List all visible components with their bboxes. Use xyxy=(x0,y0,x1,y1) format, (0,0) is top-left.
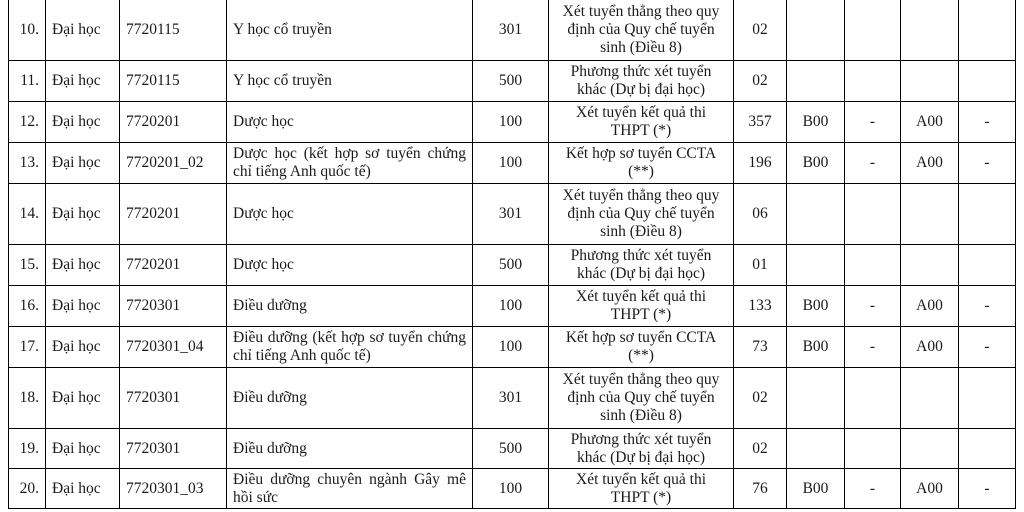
quota: 357 xyxy=(734,102,787,143)
subject-combination-1 xyxy=(787,61,845,102)
table-row xyxy=(9,143,1016,184)
admission-method-code: 301 xyxy=(473,184,549,245)
row-index: 19. xyxy=(9,429,46,469)
subject-combination-2 xyxy=(845,184,901,245)
admission-method-code: 301 xyxy=(473,368,549,429)
row-index: 18. xyxy=(9,368,46,429)
training-level: Đại học xyxy=(46,0,120,61)
admission-method-name: Xét tuyển kết quả thi THPT (*) xyxy=(549,469,734,509)
subject-combination-1: B00 xyxy=(787,143,845,184)
subject-combination-1 xyxy=(787,429,845,469)
subject-combination-1: B00 xyxy=(787,469,845,509)
admission-method-name: Phương thức xét tuyển khác (Dự bị đại học) xyxy=(549,245,734,286)
subject-combination-2: - xyxy=(845,327,901,368)
major-name: Điều dưỡng xyxy=(227,286,473,327)
subject-combination-4: - xyxy=(959,143,1016,184)
training-level: Đại học xyxy=(46,184,120,245)
subject-combination-2 xyxy=(845,429,901,469)
subject-combination-4 xyxy=(959,184,1016,245)
admission-table xyxy=(8,0,1016,509)
training-level: Đại học xyxy=(46,327,120,368)
subject-combination-3: A00 xyxy=(901,469,959,509)
major-name: Điều dưỡng (kết hợp sơ tuyển chứng chỉ tiếng Anh quốc tế) xyxy=(227,327,473,368)
major-name: Điều dưỡng xyxy=(227,429,473,469)
major-code: 7720201 xyxy=(120,245,227,286)
subject-combination-3: A00 xyxy=(901,102,959,143)
admission-method-name: Xét tuyển thẳng theo quy định của Quy chế tuyển sinh (Điều 8) xyxy=(549,0,734,61)
training-level: Đại học xyxy=(46,429,120,469)
major-code: 7720301 xyxy=(120,368,227,429)
table-row xyxy=(9,61,1016,102)
row-index: 10. xyxy=(9,0,46,61)
admission-method-code: 500 xyxy=(473,245,549,286)
major-code: 7720301_03 xyxy=(120,469,227,509)
admission-method-code: 500 xyxy=(473,429,549,469)
quota: 133 xyxy=(734,286,787,327)
subject-combination-4: - xyxy=(959,327,1016,368)
subject-combination-3: A00 xyxy=(901,143,959,184)
table-row xyxy=(9,429,1016,469)
admission-method-name: Xét tuyển kết quả thi THPT (*) xyxy=(549,102,734,143)
admission-method-name: Phương thức xét tuyển khác (Dự bị đại học) xyxy=(549,429,734,469)
row-index: 17. xyxy=(9,327,46,368)
subject-combination-3 xyxy=(901,61,959,102)
subject-combination-4: - xyxy=(959,469,1016,509)
subject-combination-1: B00 xyxy=(787,286,845,327)
table-row xyxy=(9,327,1016,368)
subject-combination-1 xyxy=(787,245,845,286)
training-level: Đại học xyxy=(46,143,120,184)
training-level: Đại học xyxy=(46,368,120,429)
training-level: Đại học xyxy=(46,102,120,143)
quota: 73 xyxy=(734,327,787,368)
subject-combination-1 xyxy=(787,368,845,429)
major-code: 7720201_02 xyxy=(120,143,227,184)
quota: 02 xyxy=(734,0,787,61)
major-code: 7720201 xyxy=(120,102,227,143)
subject-combination-3 xyxy=(901,0,959,61)
training-level: Đại học xyxy=(46,286,120,327)
admission-method-name: Xét tuyển thẳng theo quy định của Quy chế tuyển sinh (Điều 8) xyxy=(549,368,734,429)
table-row xyxy=(9,0,1016,61)
subject-combination-1 xyxy=(787,0,845,61)
major-name: Điều dưỡng xyxy=(227,368,473,429)
training-level: Đại học xyxy=(46,245,120,286)
subject-combination-2: - xyxy=(845,286,901,327)
training-level: Đại học xyxy=(46,61,120,102)
subject-combination-4 xyxy=(959,0,1016,61)
quota: 196 xyxy=(734,143,787,184)
subject-combination-1 xyxy=(787,184,845,245)
admission-method-name: Kết hợp sơ tuyển CCTA (**) xyxy=(549,327,734,368)
quota: 02 xyxy=(734,368,787,429)
quota: 76 xyxy=(734,469,787,509)
table-row xyxy=(9,102,1016,143)
quota: 02 xyxy=(734,61,787,102)
subject-combination-2 xyxy=(845,245,901,286)
table-row xyxy=(9,184,1016,245)
row-index: 14. xyxy=(9,184,46,245)
row-index: 13. xyxy=(9,143,46,184)
subject-combination-3: A00 xyxy=(901,327,959,368)
table-row xyxy=(9,286,1016,327)
major-code: 7720115 xyxy=(120,61,227,102)
row-index: 12. xyxy=(9,102,46,143)
subject-combination-3 xyxy=(901,184,959,245)
table-body xyxy=(9,0,1016,509)
subject-combination-4: - xyxy=(959,102,1016,143)
subject-combination-3 xyxy=(901,245,959,286)
table-row xyxy=(9,368,1016,429)
admission-method-name: Kết hợp sơ tuyển CCTA (**) xyxy=(549,143,734,184)
admission-method-name: Xét tuyển kết quả thi THPT (*) xyxy=(549,286,734,327)
major-name: Y học cổ truyền xyxy=(227,0,473,61)
subject-combination-2 xyxy=(845,0,901,61)
subject-combination-3 xyxy=(901,429,959,469)
major-code: 7720301 xyxy=(120,429,227,469)
admission-method-code: 100 xyxy=(473,327,549,368)
major-name: Dược học xyxy=(227,102,473,143)
subject-combination-3: A00 xyxy=(901,286,959,327)
subject-combination-1: B00 xyxy=(787,102,845,143)
row-index: 20. xyxy=(9,469,46,509)
subject-combination-2: - xyxy=(845,102,901,143)
document-page xyxy=(8,0,1016,509)
major-name: Dược học (kết hợp sơ tuyển chứng chỉ tiếng Anh quốc tế) xyxy=(227,143,473,184)
admission-method-name: Phương thức xét tuyển khác (Dự bị đại học) xyxy=(549,61,734,102)
row-index: 15. xyxy=(9,245,46,286)
row-index: 16. xyxy=(9,286,46,327)
major-name: Dược học xyxy=(227,184,473,245)
subject-combination-3 xyxy=(901,368,959,429)
admission-method-code: 100 xyxy=(473,286,549,327)
major-name: Y học cổ truyền xyxy=(227,61,473,102)
training-level: Đại học xyxy=(46,469,120,509)
subject-combination-2: - xyxy=(845,143,901,184)
major-code: 7720201 xyxy=(120,184,227,245)
table-row xyxy=(9,469,1016,509)
table-row xyxy=(9,245,1016,286)
admission-method-name: Xét tuyển thẳng theo quy định của Quy chế tuyển sinh (Điều 8) xyxy=(549,184,734,245)
subject-combination-4 xyxy=(959,429,1016,469)
major-code: 7720115 xyxy=(120,0,227,61)
subject-combination-2 xyxy=(845,61,901,102)
admission-method-code: 301 xyxy=(473,0,549,61)
major-code: 7720301_04 xyxy=(120,327,227,368)
subject-combination-4: - xyxy=(959,286,1016,327)
admission-method-code: 100 xyxy=(473,469,549,509)
subject-combination-1: B00 xyxy=(787,327,845,368)
quota: 06 xyxy=(734,184,787,245)
subject-combination-2: - xyxy=(845,469,901,509)
major-code: 7720301 xyxy=(120,286,227,327)
subject-combination-4 xyxy=(959,245,1016,286)
quota: 02 xyxy=(734,429,787,469)
admission-method-code: 500 xyxy=(473,61,549,102)
admission-method-code: 100 xyxy=(473,143,549,184)
major-name: Điều dưỡng chuyên ngành Gây mê hồi sức xyxy=(227,469,473,509)
admission-method-code: 100 xyxy=(473,102,549,143)
major-name: Dược học xyxy=(227,245,473,286)
subject-combination-4 xyxy=(959,61,1016,102)
quota: 01 xyxy=(734,245,787,286)
row-index: 11. xyxy=(9,61,46,102)
subject-combination-2 xyxy=(845,368,901,429)
subject-combination-4 xyxy=(959,368,1016,429)
